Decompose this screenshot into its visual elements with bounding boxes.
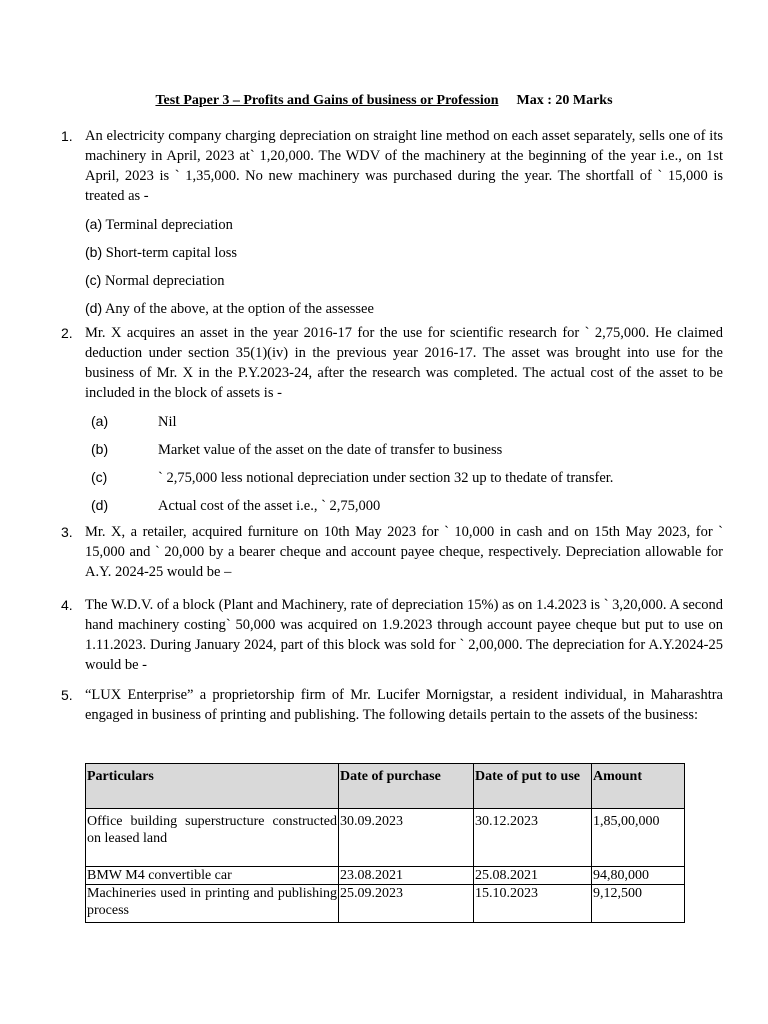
- cell-amount: 94,80,000: [592, 867, 685, 885]
- option-text: Actual cost of the asset i.e., ` 2,75,000: [158, 498, 381, 514]
- option-text: Nil: [158, 414, 177, 430]
- question-number: 3.: [61, 524, 73, 540]
- q1-option-b: [85, 242, 237, 263]
- assets-table: [85, 763, 685, 923]
- header-date-put-to-use: Date of put to use: [474, 764, 592, 809]
- question-number: 2.: [61, 325, 73, 341]
- table-row: [86, 809, 685, 867]
- question-text: Mr. X, a retailer, acquired furniture on 10th May 2023 for ` 10,000 in cash and on 15th May 2023, for ` 15,000 and ` 20,000 by a bearer cheque and account payee cheque, respectively. Depreciation allowable for A.Y. 2024-25 would be –: [85, 524, 723, 580]
- header-date-of-purchase: Date of purchase: [339, 764, 474, 809]
- q2-option-b: [85, 439, 502, 460]
- question-4: [61, 595, 723, 675]
- paper-title: Test Paper 3 – Profits and Gains of business or Profession: [155, 93, 499, 108]
- question-text: “LUX Enterprise” a proprietorship firm of Mr. Lucifer Mornigstar, a resident individual, in Maharashtra engaged in business of printing and publishing. The following details pertain to the assets of the business:: [85, 687, 723, 723]
- header-particulars: Particulars: [86, 764, 339, 809]
- question-number: 1.: [61, 128, 73, 144]
- option-label: (a): [85, 216, 103, 232]
- max-marks: Max : 20 Marks: [516, 93, 613, 108]
- q1-option-a: [85, 214, 233, 235]
- question-5: [61, 685, 723, 725]
- cell-date-of-purchase: 30.09.2023: [339, 809, 474, 867]
- q2-option-d: [85, 495, 380, 516]
- option-label: (b): [91, 441, 109, 457]
- question-3: [61, 522, 723, 582]
- cell-particulars: BMW M4 convertible car: [86, 867, 339, 885]
- cell-date-put-to-use: 15.10.2023: [474, 885, 592, 923]
- option-text: Market value of the asset on the date of transfer to business: [158, 442, 503, 458]
- cell-date-of-purchase: 23.08.2021: [339, 867, 474, 885]
- cell-particulars: Machineries used in printing and publishing process: [86, 885, 339, 923]
- option-text: ` 2,75,000 less notional depreciation under section 32 up to thedate of transfer.: [158, 470, 614, 486]
- table-row: [86, 885, 685, 923]
- option-label: (a): [91, 413, 109, 429]
- cell-date-of-purchase: 25.09.2023: [339, 885, 474, 923]
- q2-option-a: [85, 411, 177, 432]
- table-row: [86, 867, 685, 885]
- option-label: (c): [85, 272, 102, 288]
- page-title: [0, 93, 768, 109]
- question-2: [61, 323, 723, 403]
- option-text: Normal depreciation: [104, 273, 225, 289]
- cell-amount: 9,12,500: [592, 885, 685, 923]
- option-text: Terminal depreciation: [105, 217, 233, 233]
- question-number: 5.: [61, 687, 73, 703]
- question-1: [61, 126, 723, 206]
- option-label: (b): [85, 244, 103, 260]
- cell-date-put-to-use: 30.12.2023: [474, 809, 592, 867]
- table-header-row: [86, 764, 685, 809]
- cell-particulars: Office building superstructure constructed on leased land: [86, 809, 339, 867]
- q1-option-c: [85, 270, 225, 291]
- option-text: Any of the above, at the option of the assessee: [104, 301, 374, 317]
- option-label: (d): [91, 497, 109, 513]
- question-text: An electricity company charging depreciation on straight line method on each asset separately, sells one of its machinery in April, 2023 at` 1,20,000. The WDV of the machinery at the beginning of the year i.e., on 1st April, 2023 is ` 1,35,000. No new machinery was purchased during the year. The shortfall of ` 15,000 is treated as -: [85, 128, 723, 204]
- option-label: (d): [85, 300, 103, 316]
- question-text: Mr. X acquires an asset in the year 2016-17 for the use for scientific research for ` 2,75,000. He claimed deduction under section 35(1)(iv) in the previous year 2016-17. The asset was brought into use for the business of Mr. X in the P.Y.2023-24, after the research was completed. The actual cost of the asset to be included in the block of assets is -: [85, 325, 723, 401]
- cell-date-put-to-use: 25.08.2021: [474, 867, 592, 885]
- option-label: (c): [91, 469, 108, 485]
- question-number: 4.: [61, 597, 73, 613]
- question-text: The W.D.V. of a block (Plant and Machinery, rate of depreciation 15%) as on 1.4.2023 is ` 3,20,000. A second hand machinery costing` 50,000 was acquired on 1.9.2023 through account payee cheque but put to use on 1.11.2023. During January 2024, part of this block was sold for ` 2,00,000. The depreciation for A.Y.2024-25 would be -: [85, 597, 723, 673]
- q2-option-c: [85, 467, 613, 488]
- header-amount: Amount: [592, 764, 685, 809]
- option-text: Short-term capital loss: [105, 245, 238, 261]
- cell-amount: 1,85,00,000: [592, 809, 685, 867]
- q1-option-d: [85, 298, 374, 319]
